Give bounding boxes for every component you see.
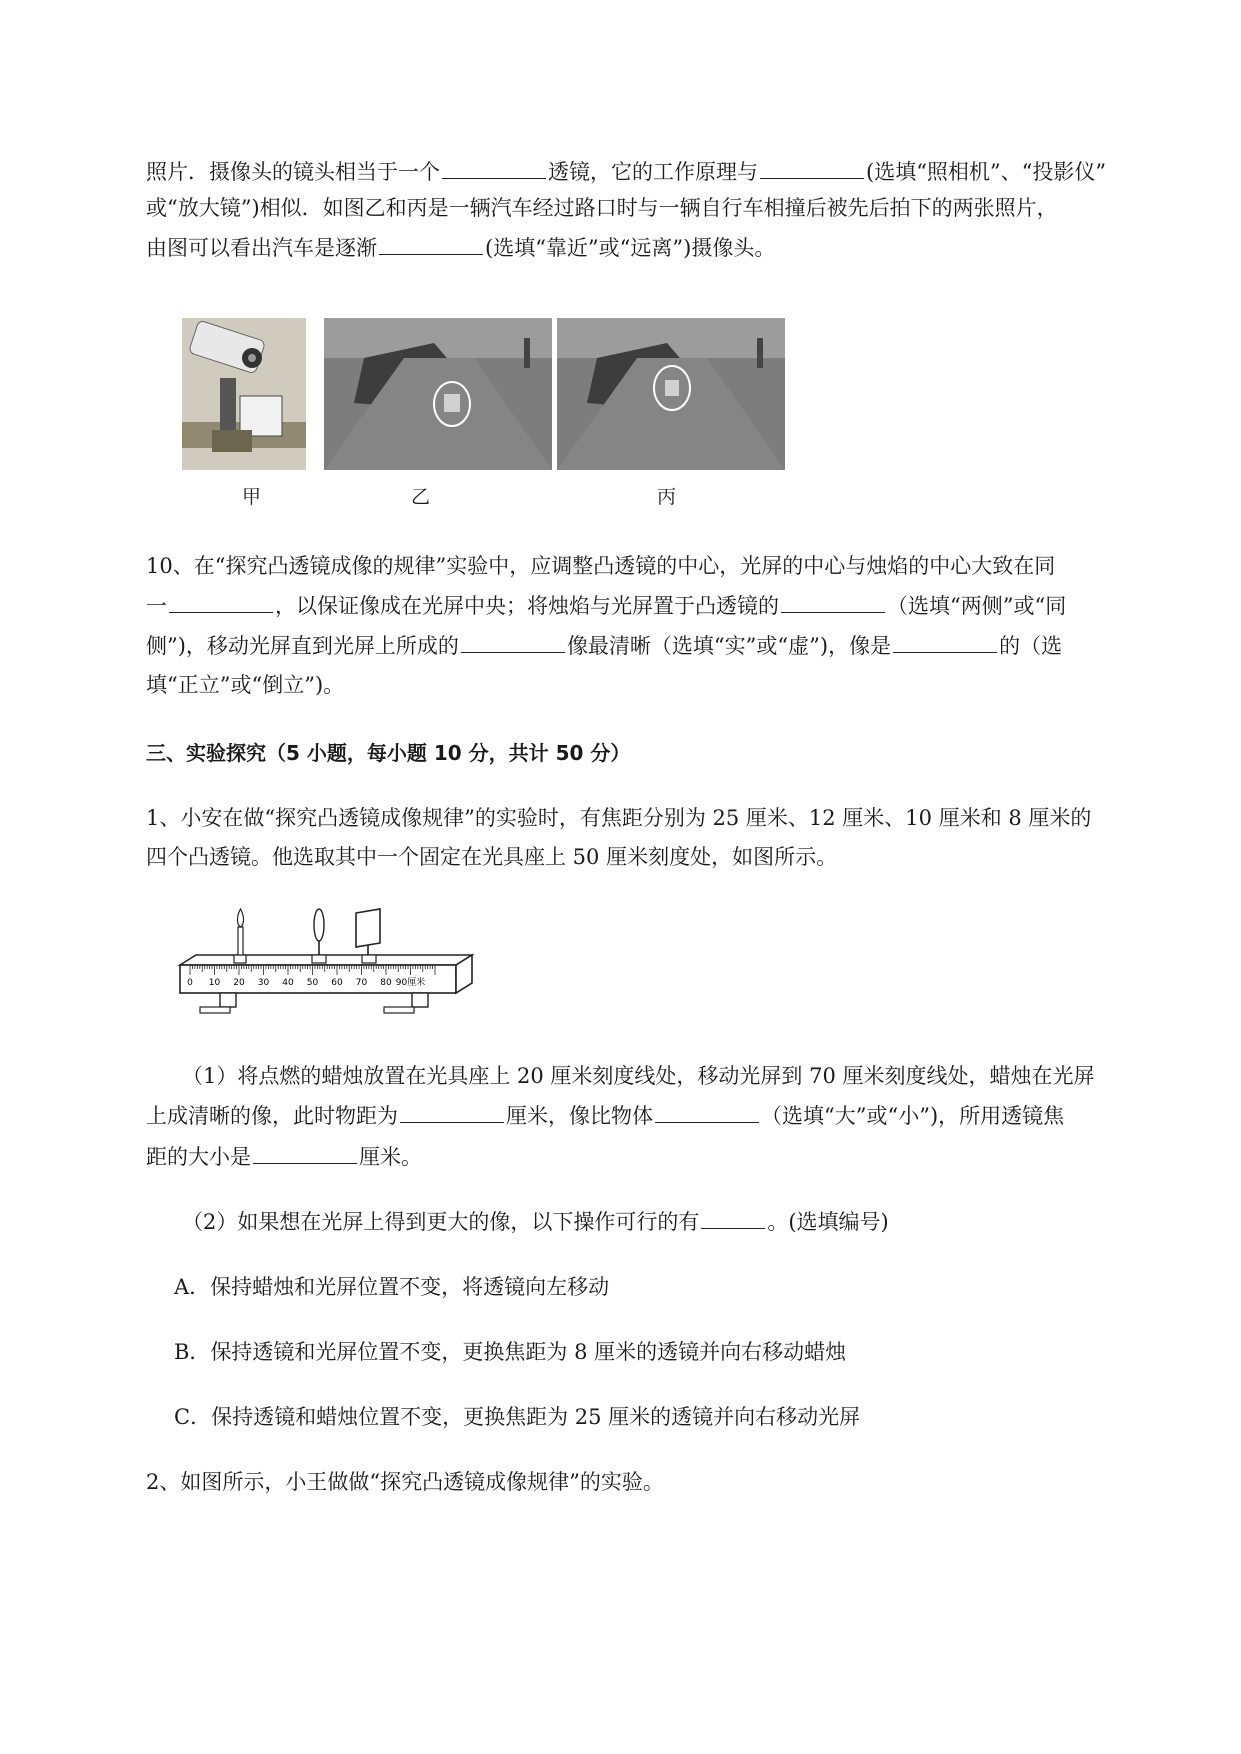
convex-lens-icon (312, 909, 326, 963)
answer-blank[interactable] (655, 1100, 759, 1123)
scale-label: 0 (187, 978, 193, 988)
text: 像最清晰（选填“实”或“虚”)，像是 (566, 634, 892, 658)
q10-line-1: 10、在“探究凸透镜成像的规律”实验中，应调整凸透镜的中心，光屏的中心与烛焰的中心大致在同 (146, 554, 1056, 578)
q9-line-2: 或“放大镜”)相似．如图乙和丙是一辆汽车经过路口时与一辆自行车相撞后被先后拍下的两张照片， (146, 196, 1058, 220)
q9-line-3 (146, 232, 775, 263)
traffic-photo-bing (557, 318, 785, 470)
bench-foot-left-base (200, 1007, 230, 1013)
section-title: 三、实验探究（5 小题，每小题 10 分，共计 50 分） (146, 741, 631, 765)
answer-blank[interactable] (760, 156, 864, 179)
scale-label: 10 (208, 978, 221, 988)
caption-jia: 甲 (242, 486, 262, 508)
q9-line-1 (146, 156, 1106, 187)
text: (选填“靠近”或“远离”)摄像头。 (485, 236, 776, 260)
traffic-photo-yi (324, 318, 552, 470)
text: （选填“两侧”或“同 (887, 594, 1067, 618)
bench-foot-right (412, 993, 428, 1007)
answer-blank[interactable] (169, 590, 273, 613)
text: (选填“照相机”、“投影仪” (866, 160, 1107, 184)
p1-s1-line-2 (146, 1100, 1064, 1131)
scale-label: 90厘米 (395, 978, 426, 988)
option-c: C．保持透镜和蜡烛位置不变，更换焦距为 25 厘米的透镜并向右移动光屏 (174, 1405, 861, 1429)
caption-bing: 丙 (657, 486, 677, 508)
q10-line-2 (146, 590, 1066, 621)
answer-blank[interactable] (400, 1100, 504, 1123)
p1-line-1: 1、小安在做“探究凸透镜成像规律”的实验时，有焦距分别为 25 厘米、12 厘米、10 厘米和 8 厘米的 (146, 806, 1092, 830)
bench-foot-right-base (384, 1007, 414, 1013)
text: 厘米，像比物体 (506, 1104, 653, 1128)
p1-s1-line-1: （1）将点燃的蜡烛放置在光具座上 20 厘米刻度线处，移动光屏到 70 厘米刻度线处，蜡烛在光屏 (182, 1064, 1095, 1088)
p1-s2-line (182, 1206, 889, 1237)
answer-blank[interactable] (701, 1206, 765, 1229)
p2-line-1: 2、如图所示，小王做做“探究凸透镜成像规律”的实验。 (146, 1470, 664, 1494)
scale-label: 20 (233, 978, 245, 988)
text: 一 (146, 594, 167, 618)
text: 侧”)，移动光屏直到光屏上所成的 (146, 634, 459, 658)
answer-blank[interactable] (253, 1141, 357, 1164)
text: （2）如果想在光屏上得到更大的像，以下操作可行的有 (182, 1210, 700, 1234)
p1-s1-line-3 (146, 1141, 422, 1172)
scale-label: 50 (306, 978, 319, 988)
answer-blank[interactable] (893, 630, 997, 653)
answer-blank[interactable] (781, 590, 885, 613)
answer-blank[interactable] (442, 156, 546, 179)
text: 透镜，它的工作原理与 (548, 160, 758, 184)
text: 由图可以看出汽车是逐渐 (146, 236, 377, 260)
camera-image (182, 318, 306, 470)
text: 上成清晰的像，此时物距为 (146, 1104, 398, 1128)
q10-line-4: 填“正立”或“倒立”)。 (146, 673, 345, 697)
scale-label: 30 (257, 978, 270, 988)
scale-label: 40 (282, 978, 294, 988)
answer-blank[interactable] (461, 630, 565, 653)
text: 距的大小是 (146, 1145, 251, 1169)
text: 厘米。 (359, 1145, 422, 1169)
surveillance-camera-icon (182, 318, 306, 470)
text: 。(选填编号) (767, 1210, 889, 1234)
text: 照片．摄像头的镜头相当于一个 (146, 160, 440, 184)
text: （选填“大”或“小”)，所用透镜焦 (761, 1104, 1065, 1128)
scale-label: 60 (331, 978, 343, 988)
q10-line-3 (146, 630, 1062, 661)
scale-label: 80 (380, 978, 392, 988)
text: ，以保证像成在光屏中央；将烛焰与光屏置于凸透镜的 (275, 594, 779, 618)
candle-icon (234, 909, 246, 963)
caption-yi: 乙 (411, 486, 431, 508)
bench-foot-left (220, 993, 236, 1007)
p1-line-2: 四个凸透镜。他选取其中一个固定在光具座上 50 厘米刻度处，如图所示。 (146, 845, 838, 869)
optical-bench-diagram (176, 905, 476, 1025)
scale-label: 70 (355, 978, 368, 988)
option-b: B．保持透镜和光屏位置不变，更换焦距为 8 厘米的透镜并向右移动蜡烛 (174, 1340, 847, 1364)
option-a: A．保持蜡烛和光屏位置不变，将透镜向左移动 (174, 1275, 610, 1299)
text: 的（选 (999, 634, 1063, 658)
answer-blank[interactable] (379, 232, 483, 255)
